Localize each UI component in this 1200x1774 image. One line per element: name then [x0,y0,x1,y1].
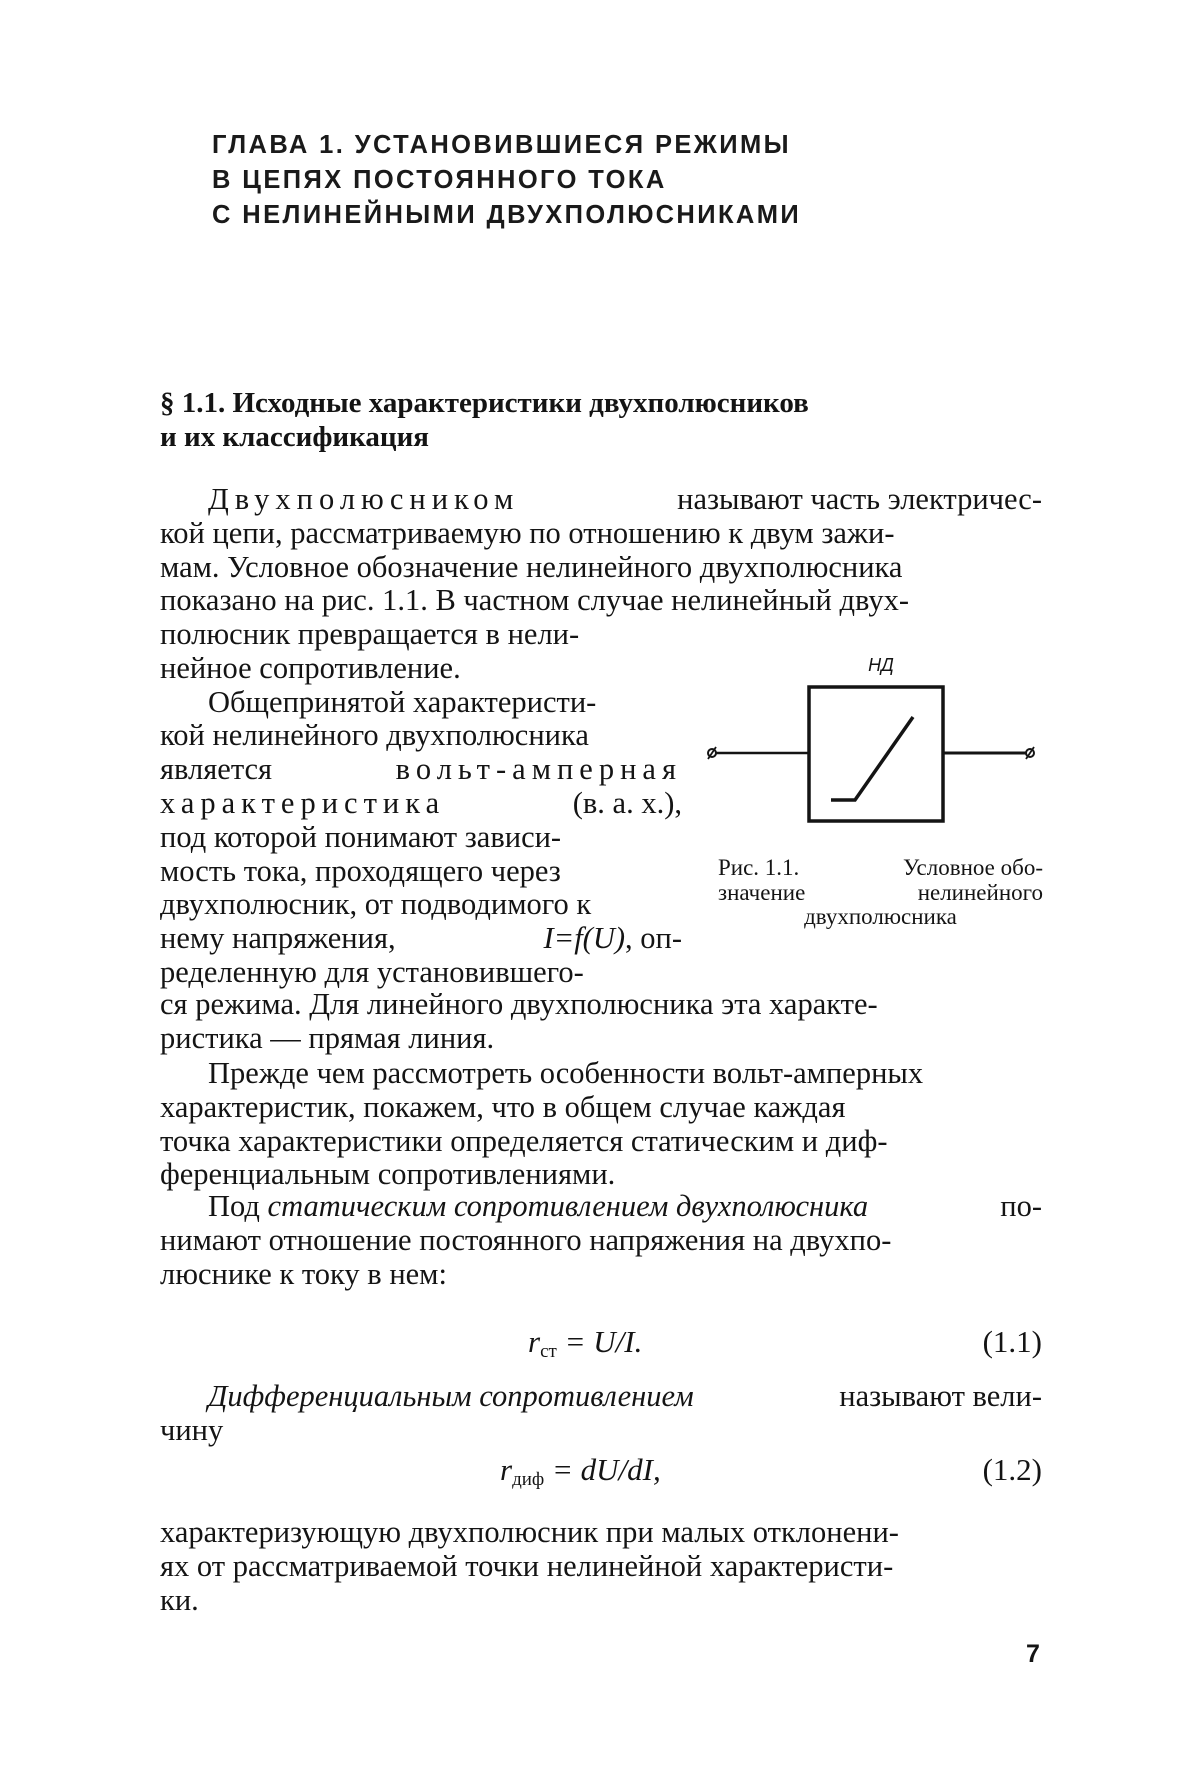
text-line: точка характеристики определяется статическим и диф- [160,1123,888,1158]
text-line: ференциальным сопротивлениями. [160,1157,616,1192]
element-box [809,687,943,821]
paragraph-continuation [160,988,1042,1056]
paragraph-static-resistance [160,1190,1042,1291]
paragraph-column-text [160,618,682,990]
caption-line [718,881,1043,906]
inline-formula: I=f(U) [543,921,626,956]
text-fragment: (в. а. х.), [572,785,682,820]
formula-differential-resistance [160,1452,1042,1492]
term-static-resistance: статическим сопротивлением двухполюсника [267,1189,869,1223]
caption-fragment: нелинейного [917,879,1043,905]
caption-fragment: значение [718,879,806,905]
text-line: кой цепи, рассматриваемую по отношению к двум зажи- [160,515,895,550]
figure-label: НД [868,655,894,675]
two-terminal-symbol [705,681,1055,881]
text-line: Общепринятой характеристи- [208,684,597,719]
text-line: нимают отношение постоянного напряжения на двухпо- [160,1222,892,1257]
paragraph-differential-resistance [160,1380,1042,1448]
characteristic-curve-icon [831,717,913,800]
section-heading [160,386,1060,454]
text-fragment: , оп- [625,921,682,956]
text-line: нейное сопротивление. [160,650,461,685]
text-line: мам. Условное обозначение нелинейного двухполюсника [160,549,903,584]
term-two-terminal: Двухполюсником [208,482,520,516]
text-line: чину [160,1412,224,1447]
formula-rhs: = dU/dI, [551,1452,661,1487]
caption-fragment: Рис. 1.1. [718,855,800,880]
text-line: Прежде чем рассмотреть особенности вольт-амперных [208,1056,924,1090]
text-fragment: Под [208,1189,260,1223]
text-fragment: является [160,752,273,787]
page-number: 7 [1026,1640,1040,1668]
text-fragment: нему напряжения, [160,921,396,956]
equation-number: (1.2) [982,1452,1042,1487]
text-line: характеризующую двухполюсник при малых отклонени- [160,1515,899,1549]
formula-expression [500,1452,661,1491]
caption-line: двухполюсника [804,904,957,929]
text-line: показано на рис. 1.1. В частном случае нелинейный двух- [160,583,910,618]
formula-rhs: = U/I. [564,1324,643,1359]
text-fragment: называют часть электричес- [677,482,1042,516]
chapter-heading-line: С НЕЛИНЕЙНЫМИ ДВУХПОЛЮСНИКАМИ [212,201,802,229]
text-line: под которой понимают зависи- [160,819,562,854]
text-line [160,922,682,956]
chapter-heading-line: ГЛАВА 1. УСТАНОВИВШИЕСЯ РЕЖИМЫ [212,131,791,159]
figure-caption [718,856,1043,930]
section-heading-line: и их классификация [160,421,430,453]
text-line [160,753,682,787]
formula-symbol: r [528,1324,541,1359]
chapter-heading-line: В ЦЕПЯХ ПОСТОЯННОГО ТОКА [212,166,667,194]
text-fragment: по- [1000,1189,1042,1223]
caption-line [718,856,1043,881]
text-line: ределенную для установившего- [160,954,584,989]
text-line: полюсник превращается в нели- [160,617,580,651]
equation-number: (1.1) [982,1324,1042,1359]
formula-subscript: диф [512,1469,545,1490]
text-line [160,1190,1042,1224]
text-fragment: называют вели- [839,1379,1042,1413]
formula-static-resistance [160,1324,1042,1364]
text-line: характеристик, покажем, что в общем случае каждая [160,1089,846,1124]
term-volt-ampere: вольт-амперная [395,752,682,787]
text-line: люснике к току в нем: [160,1256,447,1291]
text-line: ся режима. Для линейного двухполюсника эта характе- [160,987,878,1021]
text-line: кой нелинейного двухполюсника [160,718,589,753]
formula-symbol: r [500,1452,513,1487]
text-line: ристика — прямая линия. [160,1020,495,1055]
term-differential-resistance: Дифференциальным сопротивлением [208,1379,694,1413]
text-line [160,787,682,821]
paragraph-static-differential [160,1057,1042,1192]
text-line [160,1380,1042,1414]
formula-expression [528,1324,642,1363]
text-line [160,483,1042,517]
text-line: мость тока, проходящего через [160,853,561,888]
term-characteristic: характеристика [160,785,446,820]
text-line: ях от рассматриваемой точки нелинейной характеристи- [160,1548,894,1583]
text-fragment-group [208,1190,868,1224]
section-heading-line: § 1.1. Исходные характеристики двухполюсников [160,387,809,419]
text-fragment-group [543,922,682,956]
paragraph-two-terminal-definition [160,483,1042,618]
text-line: двухполюсник, от подводимого к [160,887,592,922]
text-line: ки. [160,1582,199,1617]
formula-subscript: ст [540,1341,557,1362]
chapter-heading [212,128,972,233]
caption-fragment: Условное обо- [903,855,1043,880]
paragraph-closing [160,1516,1042,1617]
